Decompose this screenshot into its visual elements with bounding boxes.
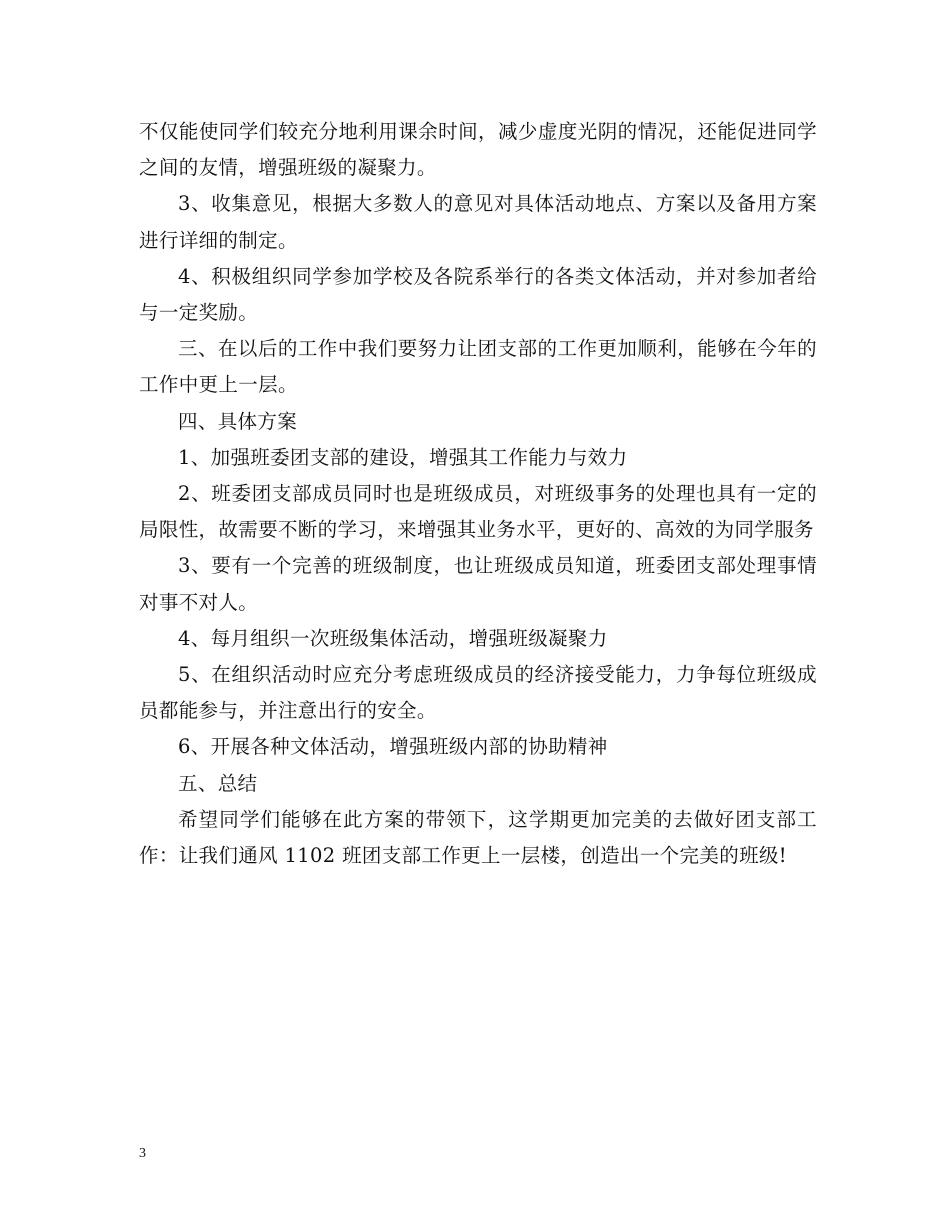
paragraph: 希望同学们能够在此方案的带领下，这学期更加完美的去做好团支部工作：让我们通风 1102 班团支部工作更上一层楼，创造出一个完美的班级! (139, 807, 817, 868)
section-heading: 四、具体方案 (178, 409, 298, 433)
paragraph: 3、要有一个完善的班级制度，也让班级成员知道，班委团支部处理事情对事不对人。 (139, 554, 817, 614)
page-number: 3 (139, 1146, 146, 1161)
paragraph: 4、每月组织一次班级集体活动，增强班级凝聚力 (178, 626, 608, 650)
paragraph: 不仅能使同学们较充分地利用课余时间，减少虚度光阴的情况，还能促进同学之间的友情，增强班级的凝聚力。 (139, 120, 817, 180)
paragraph: 三、在以后的工作中我们要努力让团支部的工作更加顺利，能够在今年的工作中更上一层。 (139, 337, 817, 397)
paragraph: 5、在组织活动时应充分考虑班级成员的经济接受能力，力争每位班级成员都能参与，并注意出行的安全。 (139, 663, 817, 723)
paragraph: 6、开展各种文体活动，增强班级内部的协助精神 (178, 735, 608, 759)
section-heading: 五、总结 (178, 771, 258, 795)
paragraph: 3、收集意见，根据大多数人的意见对具体活动地点、方案以及备用方案进行详细的制定。 (139, 192, 817, 252)
paragraph: 1、加强班委团支部的建设，增强其工作能力与效力 (178, 445, 628, 469)
paragraph: 2、班委团支部成员同时也是班级成员，对班级事务的处理也具有一定的局限性，故需要不断的学习，来增强其业务水平，更好的、高效的为同学服务 (139, 482, 817, 542)
document-body (139, 114, 817, 874)
paragraph: 4、积极组织同学参加学校及各院系举行的各类文体活动，并对参加者给与一定奖励。 (139, 264, 817, 325)
